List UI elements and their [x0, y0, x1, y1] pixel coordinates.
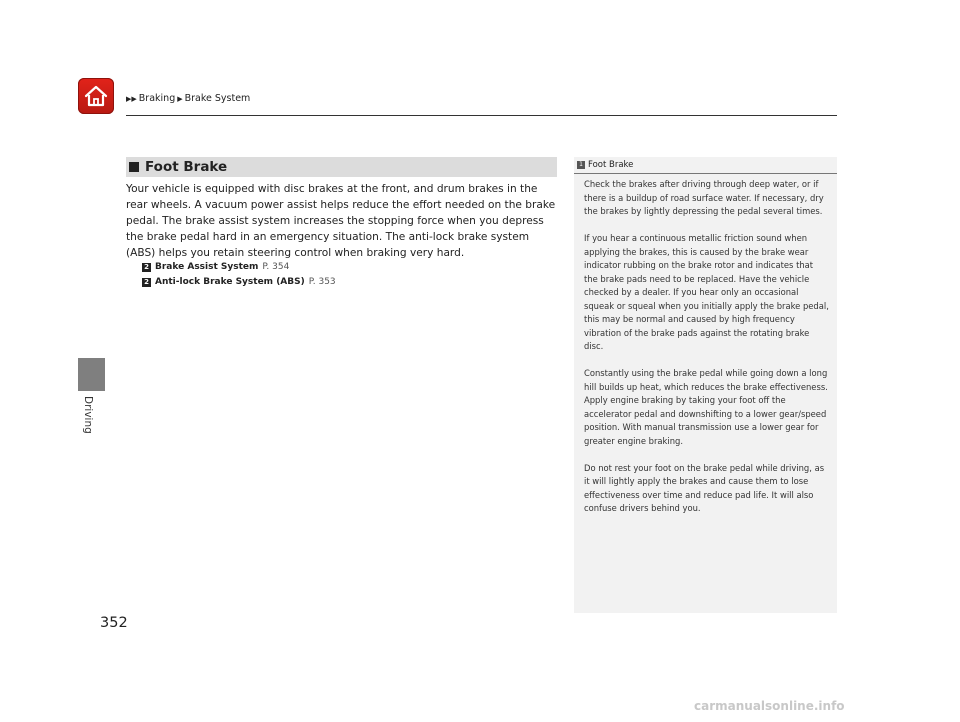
reference-page[interactable]: P. 354: [262, 262, 290, 272]
sidebar-paragraph: Check the brakes after driving through deep water, or if there is a buildup of road surface water. If necessary, dry the brakes by lightly depressing the pedal several times.: [584, 179, 824, 216]
sidebar-paragraph: If you hear a continuous metallic friction sound when applying the brakes, this is caused by the brake wear indicator rubbing on the brake rotor and indicates that the brake pads need to be replaced. Have the vehicle checked by a dealer. If you hear only an occasional squeak or squeal when you initially apply the brake pedal, this may be normal and caused by high frequency vibration of the brake pads against the rotating brake disc.: [584, 233, 829, 351]
reference-arrow-icon: 2: [142, 278, 151, 287]
breadcrumb-item-braking[interactable]: Braking: [138, 93, 176, 104]
section-body: Your vehicle is equipped with disc brakes at the front, and drum brakes in the rear wheels. A vacuum power assist helps reduce the effort needed on the brake pedal. The brake assist system increases the stopping force when you depress the brake pedal hard in an emergency situation. The anti-lock brake system (ABS) helps you retain steering control when braking very hard.: [126, 183, 556, 259]
breadcrumb: [126, 93, 250, 104]
home-icon: [83, 84, 109, 108]
home-button[interactable]: [78, 78, 114, 114]
section-header: [126, 157, 557, 177]
reference-link-abs[interactable]: [142, 277, 336, 287]
sidebar-title: Foot Brake: [588, 160, 634, 170]
sidebar-paragraph: Do not rest your foot on the brake pedal while driving, as it will lightly apply the brakes and cause them to lose effectiveness over time and reduce pad life. It will also confuse drivers behind you.: [584, 462, 825, 513]
section-title: Foot Brake: [145, 159, 228, 175]
reference-title[interactable]: Anti-lock Brake System (ABS): [155, 277, 305, 287]
note-marker-icon: 1: [577, 161, 585, 169]
notes-sidebar: [574, 157, 837, 613]
breadcrumb-item-brake-system[interactable]: Brake System: [184, 93, 251, 104]
breadcrumb-arrow-icon: ▶: [177, 94, 183, 103]
reference-arrow-icon: 2: [142, 263, 151, 272]
breadcrumb-arrow-icon: ▶▶: [126, 94, 137, 103]
reference-page[interactable]: P. 353: [308, 277, 336, 287]
sidebar-body: [574, 174, 837, 516]
chapter-label: Driving: [82, 396, 94, 434]
sidebar-header: [574, 157, 837, 171]
sidebar-paragraph: Constantly using the brake pedal while going down a long hill builds up heat, which reduces the brake effectiveness. Apply engine braking by taking your foot off the accelerator pedal and downshifting to a lower gear/speed position. With manual transmission use a lower gear for greater engine braking.: [584, 368, 828, 446]
chapter-tab[interactable]: [78, 358, 105, 391]
header-divider: [126, 115, 837, 116]
watermark: carmanualsonline.info: [694, 699, 845, 713]
section-square-icon: [129, 162, 139, 172]
reference-title[interactable]: Brake Assist System: [155, 262, 259, 272]
reference-link-brake-assist[interactable]: [142, 262, 289, 272]
page-number: 352: [100, 615, 128, 631]
